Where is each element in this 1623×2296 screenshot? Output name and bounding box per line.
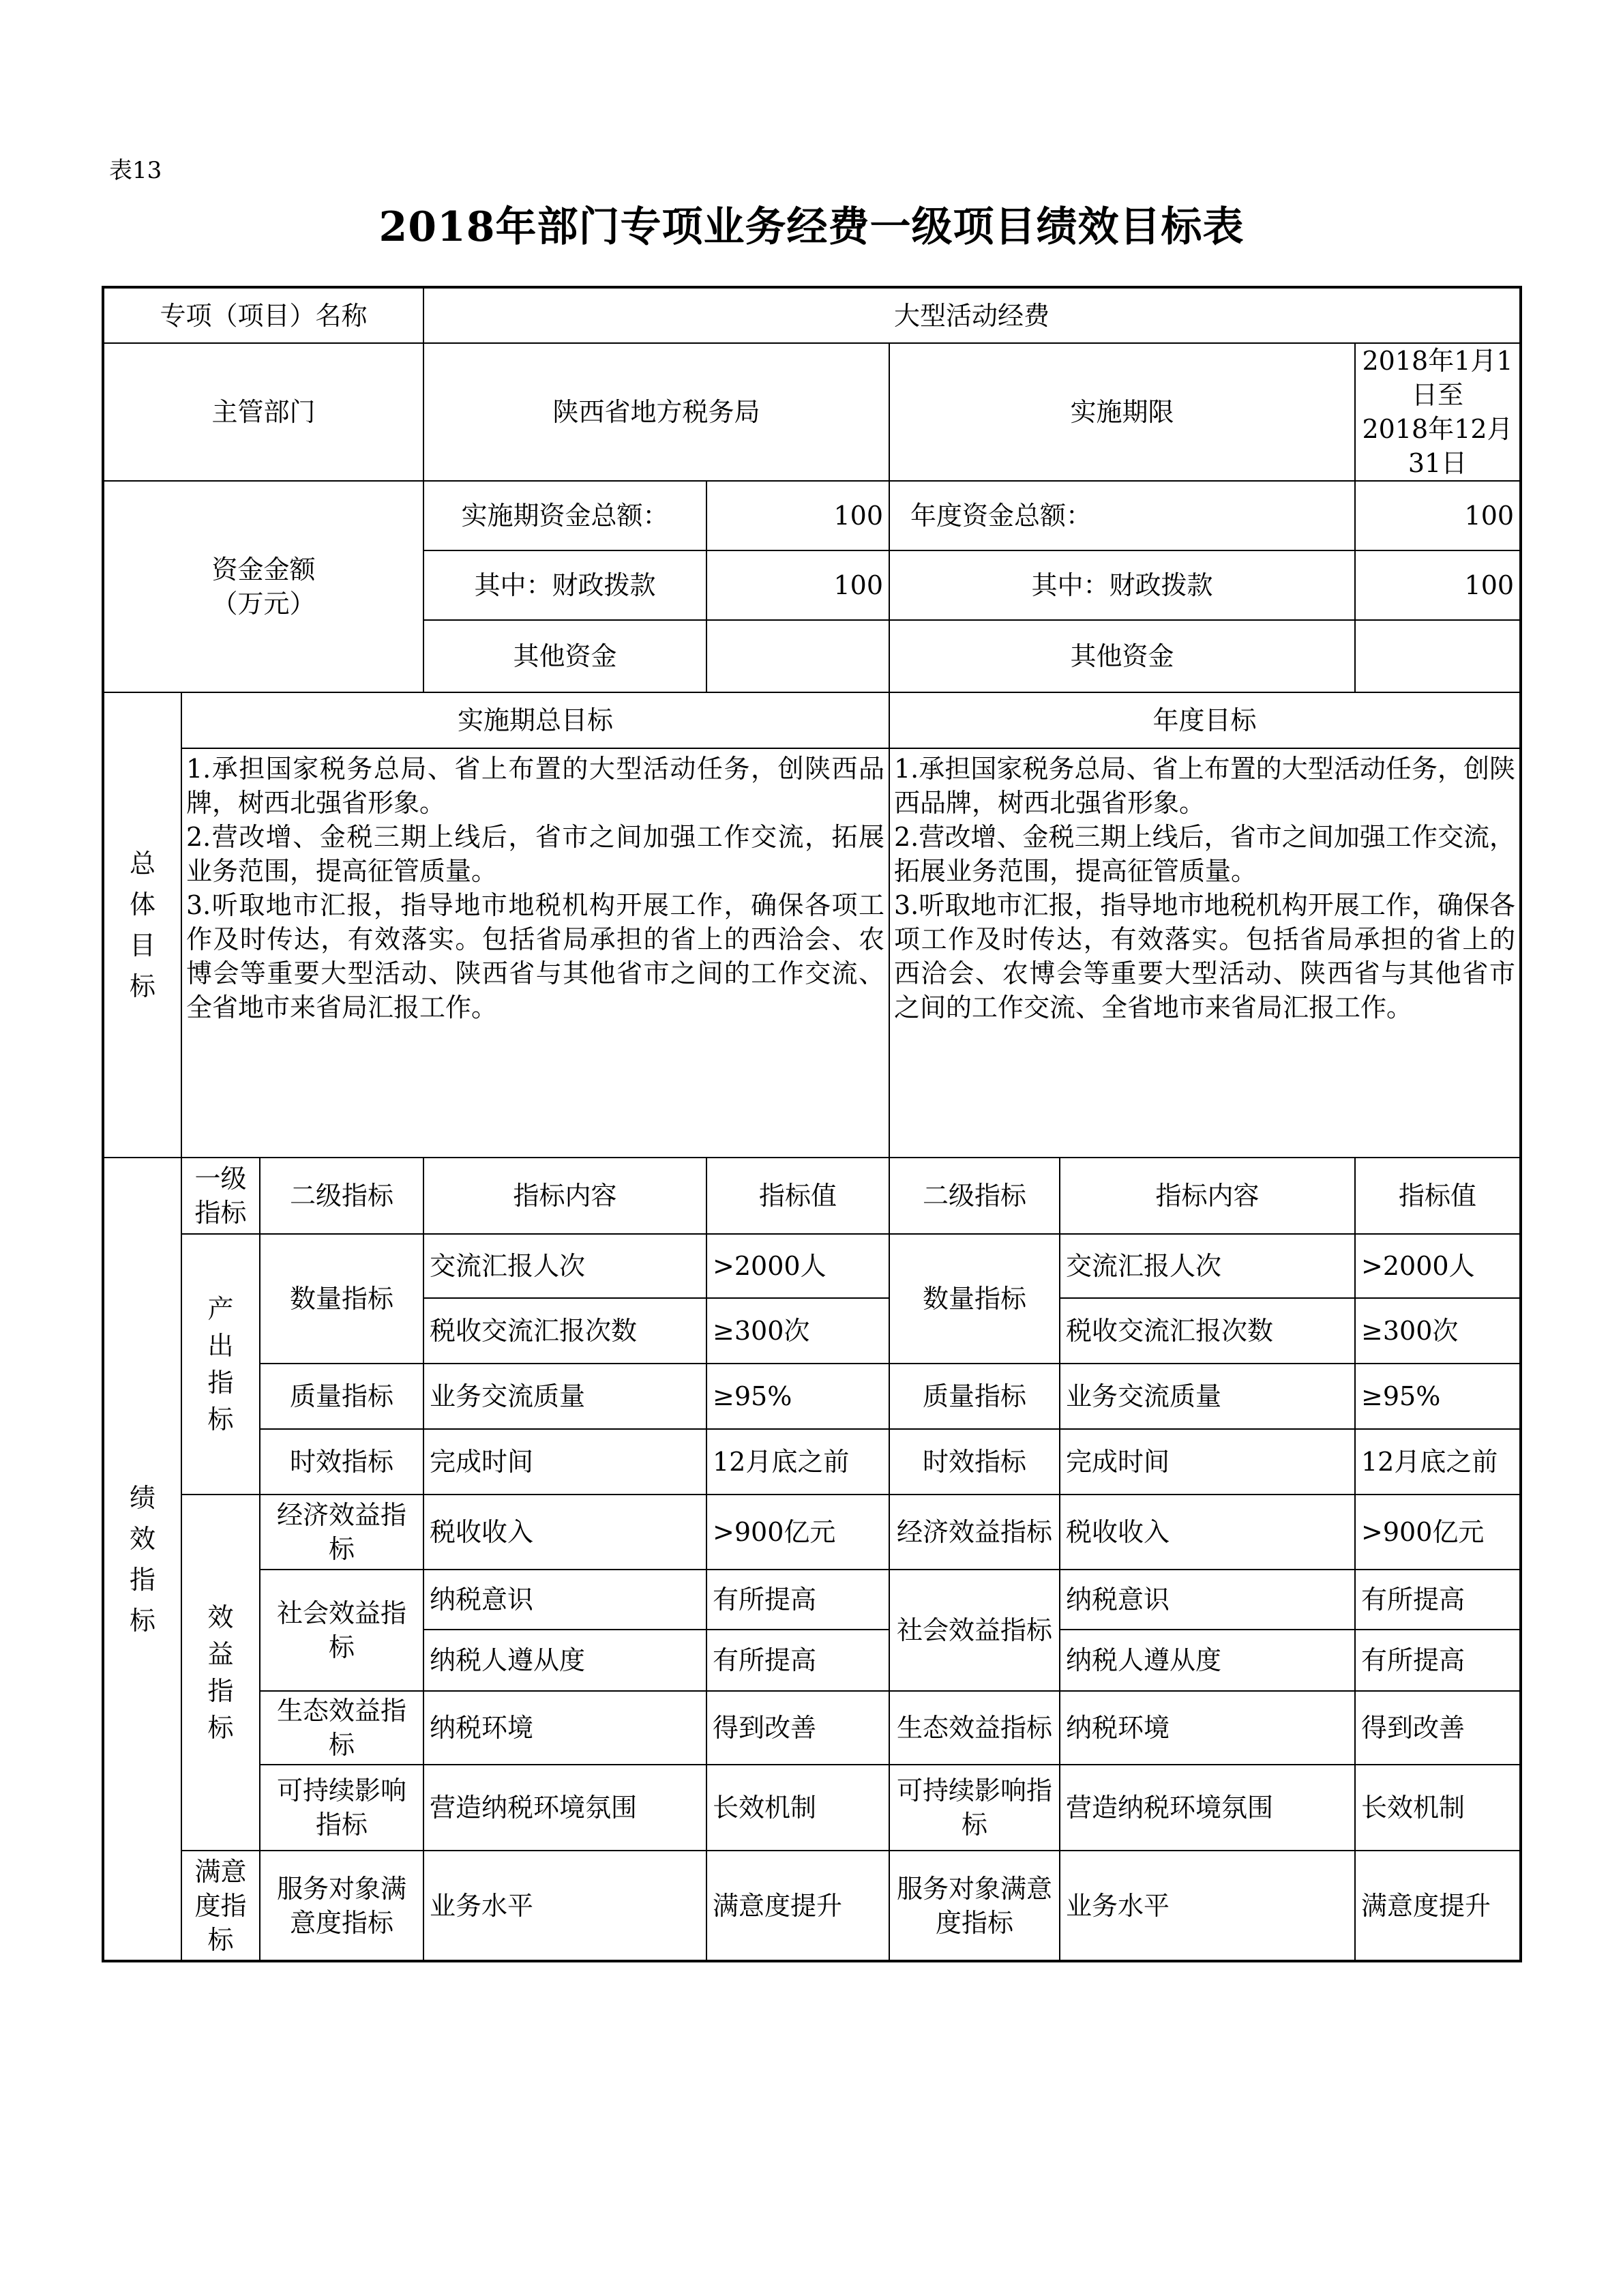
annual-indicator-content: 纳税人遵从度 — [1060, 1630, 1355, 1691]
annual-indicator-content: 纳税环境 — [1060, 1691, 1355, 1765]
goals-header-row — [103, 692, 1521, 748]
annual-indicator-value: 得到改善 — [1355, 1691, 1521, 1765]
funds-label — [103, 481, 423, 692]
indicator-content: 完成时间 — [423, 1429, 706, 1495]
indicator-value: 长效机制 — [706, 1765, 889, 1851]
indicator-value: 有所提高 — [706, 1630, 889, 1691]
annual-economic-indicator: 经济效益指标 — [889, 1495, 1060, 1570]
overall-goals-label — [103, 692, 181, 1158]
level1-header: 一级指标 — [181, 1158, 260, 1234]
annual-indicator-value: 长效机制 — [1355, 1765, 1521, 1851]
value-header: 指标值 — [706, 1158, 889, 1234]
economic-indicator: 经济效益指标 — [260, 1495, 423, 1570]
fiscal-funds-label: 其中：财政拨款 — [423, 550, 706, 620]
period-goal-item: 1.承担国家税务总局、省上布置的大型活动任务，创陕西品牌，树西北强省形象。 — [186, 754, 884, 818]
indicator-value: >900亿元 — [706, 1495, 889, 1570]
period-label: 实施期限 — [889, 343, 1355, 481]
dept-row — [103, 343, 1521, 481]
total-funds-label: 实施期资金总额： — [423, 481, 706, 550]
funds-label-line1: 资金金额 — [211, 555, 316, 585]
indicator-row — [103, 1851, 1521, 1961]
indicator-row — [103, 1364, 1521, 1429]
performance-indicators-label-text: 绩效指标 — [129, 1482, 155, 1636]
indicator-value: ≥95% — [706, 1364, 889, 1429]
indicator-content: 税收交流汇报次数 — [423, 1298, 706, 1364]
annual-indicator-content: 交流汇报人次 — [1060, 1234, 1355, 1298]
output-indicator-label — [181, 1234, 260, 1495]
annual-funds-value: 100 — [1355, 481, 1521, 550]
annual-indicator-content: 税收收入 — [1060, 1495, 1355, 1570]
indicator-value: 得到改善 — [706, 1691, 889, 1765]
annual-indicator-content: 业务交流质量 — [1060, 1364, 1355, 1429]
indicator-row — [103, 1429, 1521, 1495]
annual-quality-indicator: 质量指标 — [889, 1364, 1060, 1429]
total-funds-value: 100 — [706, 481, 889, 550]
indicator-value: 有所提高 — [706, 1570, 889, 1630]
indicator-content: 税收收入 — [423, 1495, 706, 1570]
annual-ecological-indicator: 生态效益指标 — [889, 1691, 1060, 1765]
indicator-content: 纳税人遵从度 — [423, 1630, 706, 1691]
indicator-content: 业务水平 — [423, 1851, 706, 1961]
annual-timeliness-indicator: 时效指标 — [889, 1429, 1060, 1495]
period-goal-item: 3.听取地市汇报，指导地市地税机构开展工作，确保各项工作及时传达，有效落实。包括省局承担的省上的西洽会、农博会等重要大型活动、陕西省与其他省市之间的工作交流、全省地市来省局汇报工作。 — [186, 890, 884, 1022]
dept-label: 主管部门 — [103, 343, 423, 481]
annual-indicator-value: 满意度提升 — [1355, 1851, 1521, 1961]
indicator-row — [103, 1765, 1521, 1851]
period-start: 2018年1月1日至 — [1362, 346, 1513, 410]
dept-value: 陕西省地方税务局 — [423, 343, 889, 481]
other-funds-label: 其他资金 — [423, 620, 706, 692]
other-funds-value — [706, 620, 889, 692]
period-goal-item: 2.营改增、金税三期上线后，省市之间加强工作交流，拓展业务范围，提高征管质量。 — [186, 822, 884, 886]
annual-value-header: 指标值 — [1355, 1158, 1521, 1234]
benefit-indicator-label — [181, 1495, 260, 1851]
output-indicator-label-text: 产出指标 — [207, 1294, 234, 1434]
performance-target-table — [102, 286, 1522, 1962]
annual-indicator-content: 完成时间 — [1060, 1429, 1355, 1495]
level2-header: 二级指标 — [260, 1158, 423, 1234]
indicator-content: 交流汇报人次 — [423, 1234, 706, 1298]
annual-quantity-indicator: 数量指标 — [889, 1234, 1060, 1364]
annual-indicator-value: ≥300次 — [1355, 1298, 1521, 1364]
annual-other-funds-label: 其他资金 — [889, 620, 1355, 692]
project-row — [103, 287, 1521, 343]
annual-fiscal-funds-value: 100 — [1355, 550, 1521, 620]
annual-indicator-value: 有所提高 — [1355, 1570, 1521, 1630]
annual-indicator-value: 12月底之前 — [1355, 1429, 1521, 1495]
fiscal-funds-value: 100 — [706, 550, 889, 620]
indicator-row — [103, 1691, 1521, 1765]
annual-goal-item: 3.听取地市汇报，指导地市地税机构开展工作，确保各项工作及时传达，有效落实。包括省局承担的省上的西洽会、农博会等重要大型活动、陕西省与其他省市之间的工作交流、全省地市来省局汇报工作。 — [894, 890, 1516, 1022]
content-header: 指标内容 — [423, 1158, 706, 1234]
annual-goal-item: 1.承担国家税务总局、省上布置的大型活动任务，创陕西品牌，树西北强省形象。 — [894, 754, 1516, 818]
indicator-header-row — [103, 1158, 1521, 1234]
quantity-indicator: 数量指标 — [260, 1234, 423, 1364]
annual-goal-item: 2.营改增、金税三期上线后，省市之间加强工作交流，拓展业务范围，提高征管质量。 — [894, 822, 1516, 886]
indicator-value: >2000人 — [706, 1234, 889, 1298]
annual-level2-header: 二级指标 — [889, 1158, 1060, 1234]
annual-indicator-content: 业务水平 — [1060, 1851, 1355, 1961]
indicator-content: 业务交流质量 — [423, 1364, 706, 1429]
annual-service-satisfaction-indicator: 服务对象满意度指标 — [889, 1851, 1060, 1961]
indicator-content: 营造纳税环境氛围 — [423, 1765, 706, 1851]
page-title: 2018年部门专项业务经费一级项目绩效目标表 — [378, 203, 1245, 251]
satisfaction-indicator-label-text: 满意度指标 — [194, 1856, 247, 1955]
period-value — [1355, 343, 1521, 481]
indicator-value: ≥300次 — [706, 1298, 889, 1364]
period-goal-content — [181, 748, 889, 1158]
satisfaction-indicator-label — [181, 1851, 260, 1961]
performance-indicators-label — [103, 1158, 181, 1961]
quality-indicator: 质量指标 — [260, 1364, 423, 1429]
table-number-label: 表13 — [109, 157, 162, 184]
social-indicator: 社会效益指标 — [260, 1570, 423, 1691]
annual-indicator-value: 有所提高 — [1355, 1630, 1521, 1691]
goals-content-row — [103, 748, 1521, 1158]
ecological-indicator: 生态效益指标 — [260, 1691, 423, 1765]
annual-goal-content — [889, 748, 1521, 1158]
annual-funds-label: 年度资金总额： — [889, 481, 1355, 550]
indicator-value: 12月底之前 — [706, 1429, 889, 1495]
period-goal-header: 实施期总目标 — [181, 692, 889, 748]
overall-goals-label-text: 总体目标 — [129, 849, 155, 1001]
service-satisfaction-indicator: 服务对象满意度指标 — [260, 1851, 423, 1961]
annual-indicator-value: >900亿元 — [1355, 1495, 1521, 1570]
annual-indicator-content: 营造纳税环境氛围 — [1060, 1765, 1355, 1851]
annual-social-indicator: 社会效益指标 — [889, 1570, 1060, 1691]
annual-goal-header: 年度目标 — [889, 692, 1521, 748]
annual-sustainable-indicator: 可持续影响指标 — [889, 1765, 1060, 1851]
project-name-label: 专项（项目）名称 — [103, 287, 423, 343]
project-name-value: 大型活动经费 — [423, 287, 1521, 343]
funds-label-line2: （万元） — [211, 589, 316, 619]
indicator-row — [103, 1495, 1521, 1570]
indicator-row — [103, 1570, 1521, 1630]
annual-other-funds-value — [1355, 620, 1521, 692]
sustainable-indicator: 可持续影响指标 — [260, 1765, 423, 1851]
annual-fiscal-funds-label: 其中：财政拨款 — [889, 550, 1355, 620]
annual-indicator-value: >2000人 — [1355, 1234, 1521, 1298]
annual-content-header: 指标内容 — [1060, 1158, 1355, 1234]
indicator-row — [103, 1234, 1521, 1298]
annual-indicator-content: 税收交流汇报次数 — [1060, 1298, 1355, 1364]
benefit-indicator-label-text: 效益指标 — [207, 1602, 234, 1743]
timeliness-indicator: 时效指标 — [260, 1429, 423, 1495]
indicator-value: 满意度提升 — [706, 1851, 889, 1961]
funds-row-total — [103, 481, 1521, 550]
annual-indicator-value: ≥95% — [1355, 1364, 1521, 1429]
indicator-content: 纳税环境 — [423, 1691, 706, 1765]
annual-indicator-content: 纳税意识 — [1060, 1570, 1355, 1630]
period-end: 2018年12月31日 — [1362, 414, 1513, 478]
indicator-content: 纳税意识 — [423, 1570, 706, 1630]
